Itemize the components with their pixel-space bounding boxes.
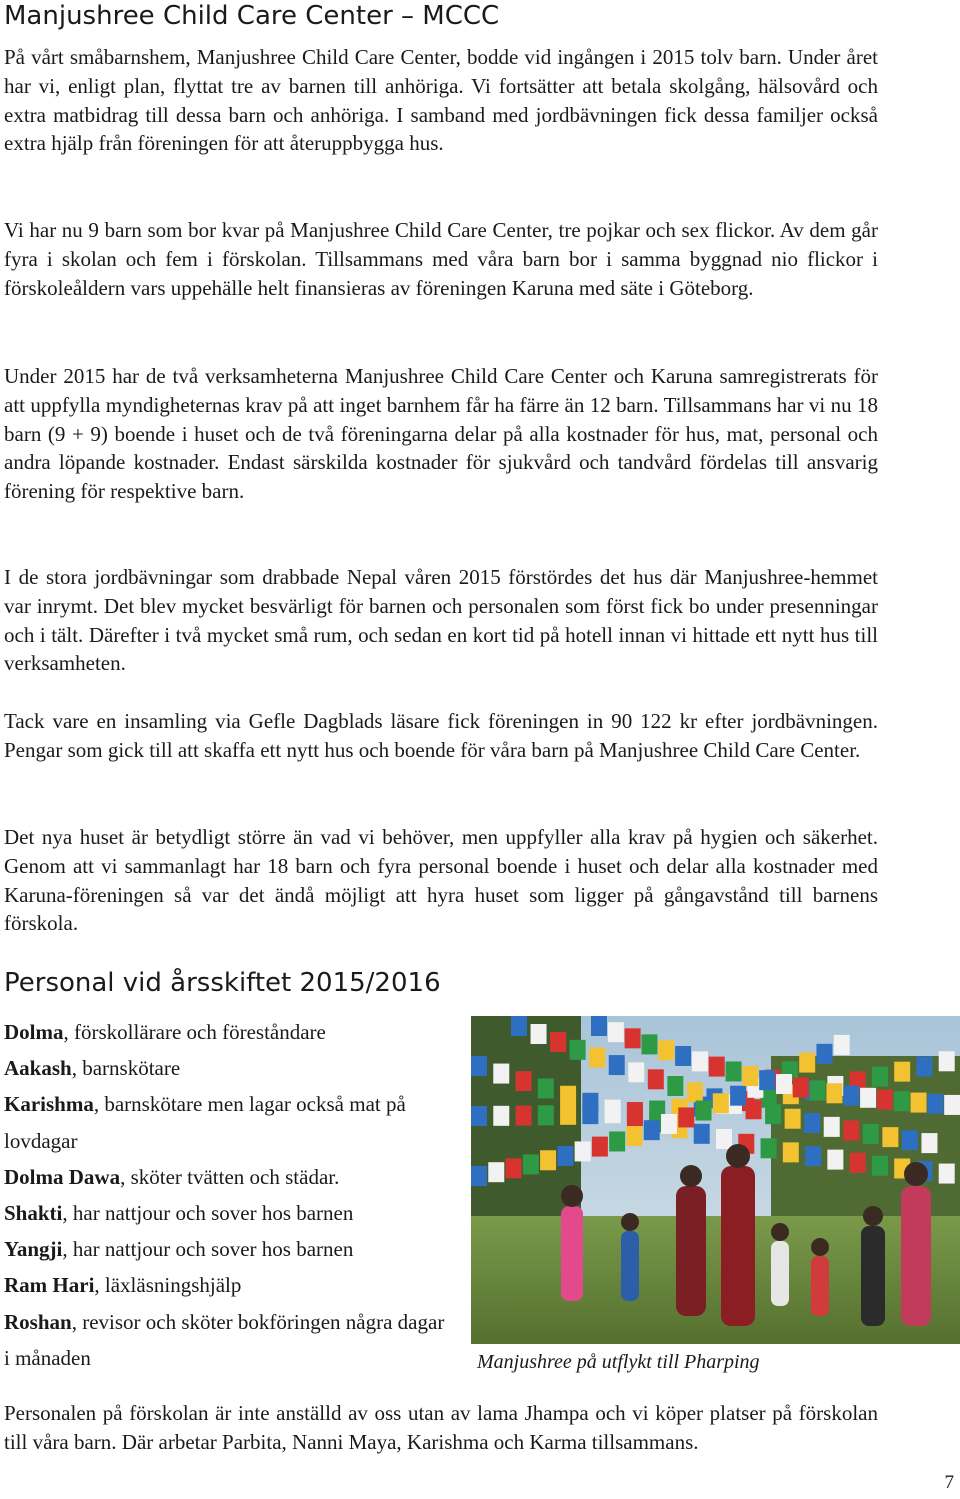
prayer-flag [834,1035,850,1055]
staff-name: Shakti [4,1201,63,1226]
prayer-flag [570,1040,586,1060]
prayer-flag [488,1162,504,1182]
photo-illustration [471,1016,960,1344]
prayer-flag [716,1129,732,1149]
staff-role: , sköter tvätten och städar. [120,1164,340,1189]
prayer-flag [894,1062,910,1082]
prayer-flag [644,1120,660,1140]
prayer-flag [713,1093,729,1113]
prayer-flag [921,1133,937,1153]
prayer-flag [742,1066,758,1086]
paragraph-preschool-staff: Personalen på förskolan är inte anställd av oss utan av lama Jhampa och vi köper platser på förskolan till våra barn. Där arbetar Parbita, Nanni Maya, Karishma och Karma tillsammans. [4,1401,878,1454]
prayer-flag [493,1064,509,1084]
prayer-flag [516,1071,532,1091]
staff-name: Aakash [4,1056,72,1081]
prayer-flag [582,1104,598,1124]
prayer-flag [843,1121,859,1141]
prayer-flag [877,1090,893,1110]
prayer-flag [592,1137,608,1157]
prayer-flag [939,1164,955,1184]
prayer-flag [589,1048,605,1068]
prayer-flag [591,1016,607,1036]
prayer-flag [506,1158,522,1178]
prayer-flag [785,1109,801,1129]
prayer-flag [493,1106,509,1126]
staff-role: , förskollärare och föreståndare [63,1020,326,1044]
paragraph-fundraising: Tack vare en insamling via Gefle Dagblads läsare fick föreningen in 90 122 kr efter jordbävningen. Pengar som gick till att skaffa ett nytt hus och boende för våra barn på Manjushree Child Care Center. [4,709,878,762]
prayer-flag [799,1053,815,1073]
prayer-flag [648,1069,664,1089]
prayer-flag [560,1086,576,1106]
paragraph-new-house: Det nya huset är betydligt större än vad vi behöver, men uppfyller alla krav på hygien och säkerhet. Genom att vi sammanlagt har 18 barn och fyra personal boende i huset och delar alla kostnader med Karuna-föreningen så var det ändå möjligt att hyra huset som ligger på gångavstånd till barnens förskola. [4,825,878,936]
prayer-flag [944,1095,960,1115]
staff-list [4,1014,454,1376]
prayer-flag [911,1093,927,1113]
paragraph-intro: På vårt småbarnshem, Manjushree Child Care Center, bodde vid ingången i 2015 tolv barn. Under året har vi, enligt plan, flyttat tre av barnen till anhöriga. Vi fortsätter att betala skolgång, hälsovård och extra matbidrag till dessa barn och anhöriga. I samband med jordbävningen fick dessa familjer också extra hjälp från föreningen för att återuppbygga hus. [4,45,878,156]
staff-role: , läxläsningshjälp [94,1273,242,1298]
staff-item [4,1195,454,1231]
staff-item [4,1050,454,1086]
prayer-flag [894,1091,910,1111]
prayer-flag [560,1105,576,1125]
staff-item [4,1231,454,1267]
prayer-flag [746,1099,762,1119]
prayer-flag [816,1044,832,1064]
prayer-flag [860,1088,876,1108]
prayer-flag [675,1046,691,1066]
staff-name: Karishma [4,1092,94,1117]
prayer-flag [538,1105,554,1125]
prayer-flag [826,1083,842,1103]
prayer-flag [726,1061,742,1081]
prayer-flag [759,1070,775,1090]
prayer-flag [793,1077,809,1097]
prayer-flag [916,1057,932,1077]
staff-name: Ram Hari [4,1273,95,1298]
prayer-flag [628,1062,644,1082]
prayer-flag [609,1055,625,1075]
prayer-flag [511,1016,527,1036]
staff-name: Roshan [4,1309,72,1334]
prayer-flag [641,1034,657,1054]
staff-role: , har nattjour och sover hos barnen [62,1237,354,1262]
paragraph-registration: Under 2015 har de två verksamheterna Manjushree Child Care Center och Karuna samregistrerats för att uppfylla myndigheternas krav på att inget barnhem får ha färre än 12 barn. Tillsammans har vi nu 18 barn (9 + 9) boende i huset och de två föreningarna delar på alla kostnader för hus, mat, personal och andra löpande kostnader. Endast särskilda kostnader för sjukvård och tandvård fördelas till ansvarig förening för respektive barn. [4,364,878,504]
prayer-flag [538,1078,554,1098]
prayer-flag [625,1028,641,1048]
staff-name: Dolma Dawa [4,1164,121,1189]
prayer-flag [804,1113,820,1133]
page-number: 7 [944,1472,954,1493]
prayer-flag [516,1106,532,1126]
prayer-flag [765,1104,781,1124]
staff-heading: Personal vid årsskiftet 2015/2016 [4,968,441,998]
prayer-flag [471,1056,487,1076]
prayer-flag [471,1166,487,1186]
staff-item [4,1304,454,1376]
prayer-flag [626,1126,642,1146]
prayer-flag [872,1156,888,1176]
staff-name: Yangji [4,1237,63,1262]
prayer-flag [810,1081,826,1101]
staff-role: , revisor och sköter bokföringen några dagar i månaden [4,1309,445,1370]
prayer-flag [609,1131,625,1151]
staff-item [4,1086,454,1158]
staff-item [4,1159,454,1195]
paragraph-children: Vi har nu 9 barn som bor kvar på Manjushree Child Care Center, tre pojkar och sex flickor. Av dem går fyra i skolan och fem i förskolan. Tillsammans med våra barn bor i samma byggnad nio flickor i förskoleåldern vars uppehälle helt finansieras av föreningen Karuna med säte i Göteborg. [4,218,878,300]
prayer-flag [540,1150,556,1170]
prayer-flag [523,1154,539,1174]
page-title: Manjushree Child Care Center – MCCC [4,1,500,31]
prayer-flag [863,1124,879,1144]
staff-item [4,1267,454,1303]
prayer-flag [692,1051,708,1071]
prayer-flag [805,1146,821,1166]
prayer-flag [902,1130,918,1150]
prayer-flag [694,1124,710,1144]
staff-role: , barnskötare [71,1056,181,1081]
prayer-flag [761,1138,777,1158]
prayer-flag [872,1067,888,1087]
staff-name: Dolma [4,1020,64,1044]
prayer-flag [550,1032,566,1052]
prayer-flag [627,1102,643,1122]
prayer-flag [882,1127,898,1147]
prayer-flag [661,1114,677,1134]
prayer-flag [471,1106,487,1126]
prayer-flag [687,1082,703,1102]
photo-caption: Manjushree på utflykt till Pharping [477,1351,760,1373]
prayer-flag [557,1146,573,1166]
prayer-flag [531,1024,547,1044]
prayer-flag [783,1142,799,1162]
staff-role: , barnskötare men lagar också mat på lovdagar [4,1092,406,1153]
prayer-flag [939,1051,955,1071]
prayer-flag [608,1022,624,1042]
prayer-flag [658,1040,674,1060]
prayer-flag [678,1107,694,1127]
prayer-flag [827,1150,843,1170]
prayer-flag [696,1101,712,1121]
prayer-flag [575,1141,591,1161]
prayer-flag [667,1076,683,1096]
prayer-flag [709,1057,725,1077]
prayer-flag [730,1086,746,1106]
staff-role: , har nattjour och sover hos barnen [62,1201,354,1226]
prayer-flag [850,1153,866,1173]
prayer-flag [843,1086,859,1106]
paragraph-earthquake: I de stora jordbävningar som drabbade Nepal våren 2015 förstördes det hus där Manjushree-hemmet var inrymt. Det blev mycket besvärligt för barnen och personalen som först fick bo under presenningar och i tält. Därefter i två mycket små rum, och sedan en kort tid på hotell innan vi hittade ett nytt hus till verksamheten. [4,565,878,676]
staff-item [4,1014,454,1050]
prayer-flag [605,1103,621,1123]
outing-photo [471,1016,960,1344]
prayer-flag [927,1094,943,1114]
prayer-flag [776,1074,792,1094]
prayer-flag [824,1117,840,1137]
